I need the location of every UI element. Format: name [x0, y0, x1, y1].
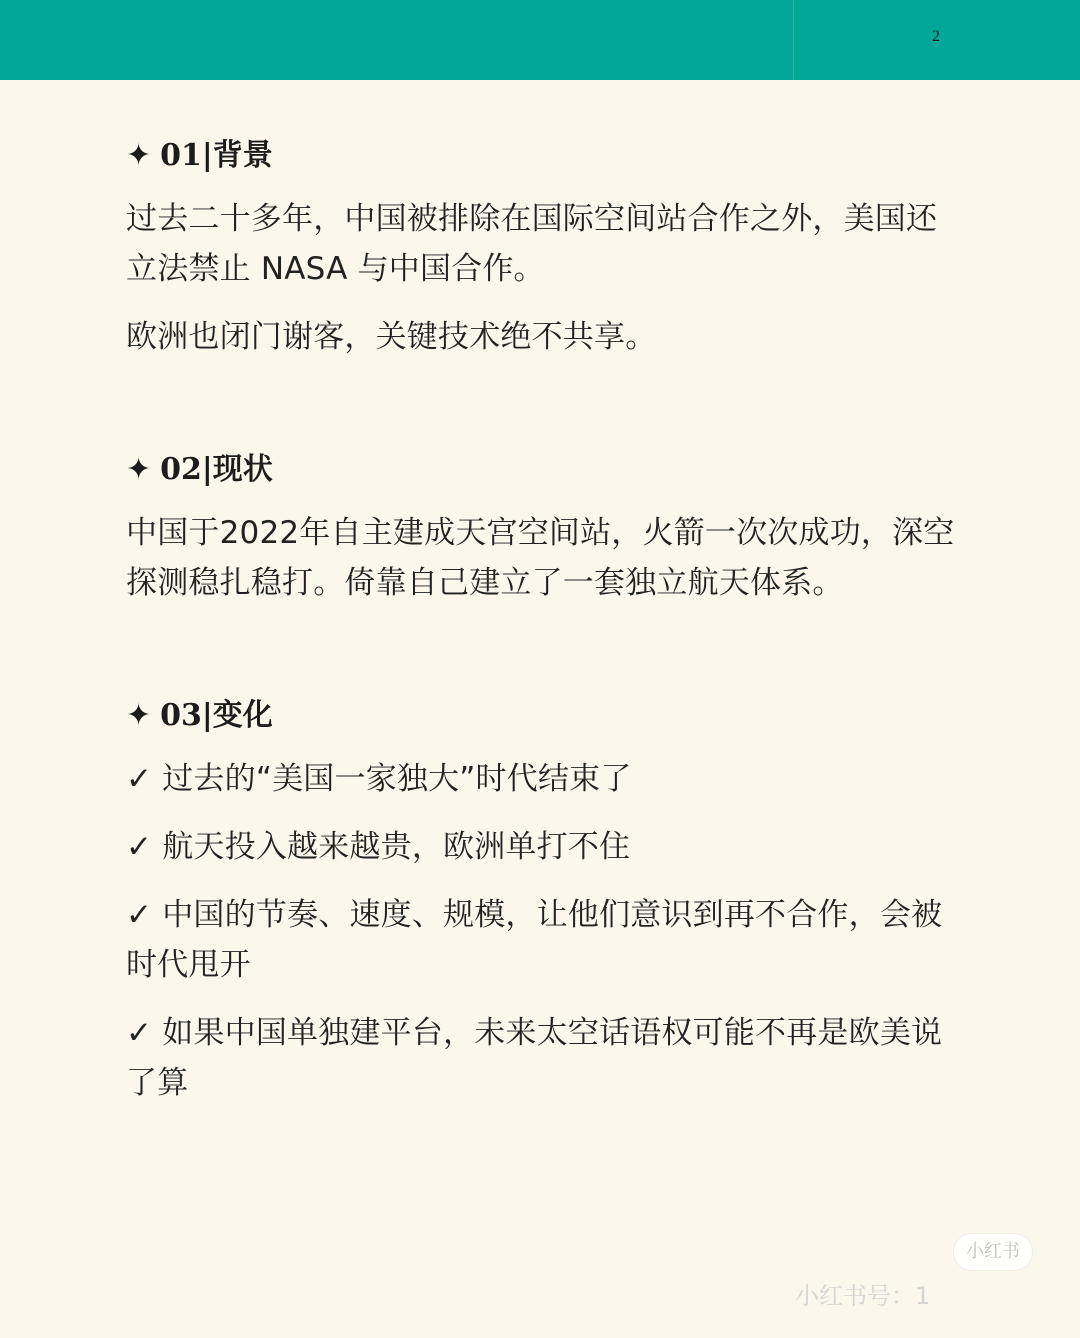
page-number: 2 — [932, 28, 940, 45]
section-title: 03|变化 — [160, 698, 273, 733]
background-paragraph-1: 过去二十多年，中国被排除在国际空间站合作之外，美国还立法禁止 NASA 与中国合作。 — [126, 201, 938, 287]
section-title: 01|背景 — [160, 138, 273, 173]
star-icon: ✦ — [126, 138, 152, 173]
section-heading — [126, 444, 966, 496]
section-heading — [126, 130, 966, 182]
section-heading — [126, 690, 966, 742]
section-title: 02|现状 — [160, 452, 273, 487]
section-background — [126, 130, 966, 362]
article-content — [126, 130, 966, 1108]
change-item-1: ✓ 过去的“美国一家独大”时代结束了 — [126, 761, 632, 797]
section-changes — [126, 690, 966, 1108]
change-item-2: ✓ 航天投入越来越贵，欧洲单打不住 — [126, 829, 631, 865]
top-banner — [0, 0, 1080, 80]
xiaohongshu-logo: 小红书 — [954, 1234, 1032, 1270]
change-item-4: ✓ 如果中国单独建平台，未来太空话语权可能不再是欧美说了算 — [126, 1015, 943, 1101]
section-status — [126, 444, 966, 608]
xiaohongshu-id: 小红书号：1 — [795, 1282, 931, 1310]
banner-divider — [793, 0, 794, 80]
change-item-3: ✓ 中国的节奏、速度、规模，让他们意识到再不合作，会被时代甩开 — [126, 897, 943, 983]
background-paragraph-2: 欧洲也闭门谢客，关键技术绝不共享。 — [126, 319, 657, 355]
status-paragraph: 中国于2022年自主建成天宫空间站，火箭一次次成功，深空探测稳扎稳打。倚靠自己建立了一套独立航天体系。 — [126, 515, 955, 601]
star-icon: ✦ — [126, 698, 152, 733]
star-icon: ✦ — [126, 452, 152, 487]
